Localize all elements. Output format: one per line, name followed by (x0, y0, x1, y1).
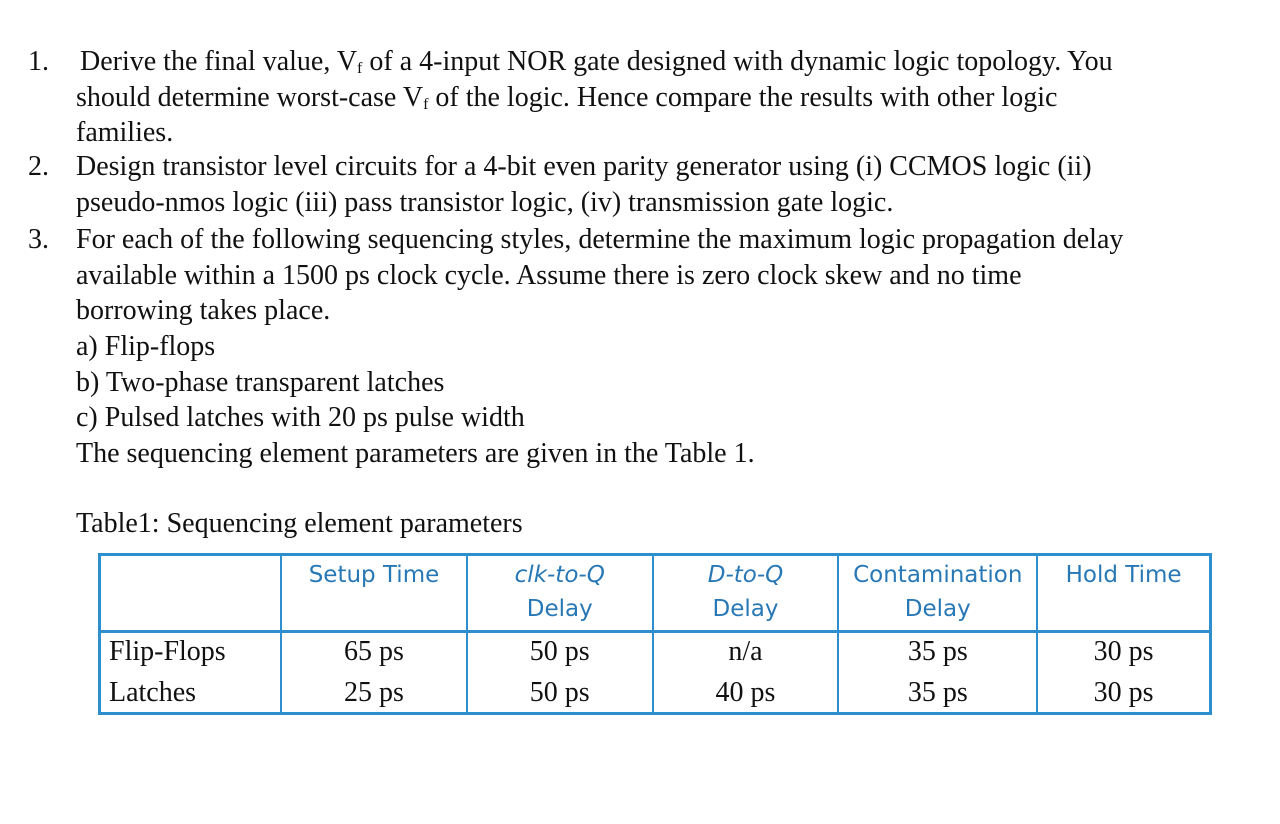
row-label: Latches (109, 677, 197, 708)
header-line: clk-to-Q (514, 562, 605, 588)
header-line: Hold Time (1065, 562, 1182, 588)
d-to-q-cell: n/a (653, 632, 839, 675)
text-segment: Derive the final value, V (80, 46, 358, 77)
text-segment: families. (76, 117, 174, 148)
header-cell-contamination-delay (838, 556, 1037, 632)
question-number: 1. (28, 46, 49, 77)
hold-time-cell: 30 ps (1037, 674, 1209, 715)
text-segment: of the logic. Hence compare the results with other logic (428, 82, 1058, 113)
header-cell-clk-to-q (467, 556, 653, 632)
header-line: Delay (712, 596, 779, 622)
header-cell-setup-time (281, 556, 467, 632)
table-row-latches (101, 674, 1209, 715)
clk-to-q-cell: 50 ps (467, 632, 653, 675)
option-b: b) Two-phase transparent latches (76, 367, 445, 398)
sequencing-table (98, 553, 1212, 715)
question-line: Design transistor level circuits for a 4-bit even parity generator using (i) CCMOS logic (ii) (76, 151, 1092, 182)
contamination-delay-cell: 35 ps (838, 632, 1037, 675)
question-line (76, 115, 173, 150)
text-segment: should determine worst-case V (76, 82, 424, 113)
option-a: a) Flip-flops (76, 331, 216, 362)
question-number: 3. (28, 224, 49, 255)
clk-to-q-cell: 50 ps (467, 674, 653, 715)
d-to-q-cell: 40 ps (653, 674, 839, 715)
row-label: Flip-Flops (109, 636, 226, 667)
header-cell-blank (101, 556, 281, 632)
table-row-flip-flops (101, 632, 1209, 675)
header-cell-d-to-q (653, 556, 839, 632)
question-number: 2. (28, 151, 49, 182)
option-c: c) Pulsed latches with 20 ps pulse width (76, 402, 525, 433)
header-line: Setup Time (308, 562, 440, 588)
subscript: f (357, 60, 363, 77)
header-cell-hold-time (1037, 556, 1209, 632)
table-caption: Table1: Sequencing element parameters (76, 508, 523, 539)
header-line: D-to-Q (707, 562, 784, 588)
setup-time-cell: 65 ps (281, 632, 467, 675)
question-line: pseudo-nmos logic (iii) pass transistor logic, (iv) transmission gate logic. (76, 187, 894, 218)
question-line: available within a 1500 ps clock cycle. Assume there is zero clock skew and no time (76, 260, 1022, 291)
header-line: Contamination (853, 562, 1023, 588)
header-line: Delay (526, 596, 593, 622)
question-line: For each of the following sequencing styles, determine the maximum logic propagation delay (76, 224, 1124, 255)
question-line: borrowing takes place. (76, 295, 331, 326)
subscript: f (423, 96, 429, 113)
header-line: Delay (904, 596, 971, 622)
table-header-row (101, 556, 1209, 632)
contamination-delay-cell: 35 ps (838, 674, 1037, 715)
setup-time-cell: 25 ps (281, 674, 467, 715)
text-segment: of a 4-input NOR gate designed with dynamic logic topology. You (362, 46, 1113, 77)
question-line: The sequencing element parameters are given in the Table 1. (76, 438, 755, 469)
hold-time-cell: 30 ps (1037, 632, 1209, 675)
question-line (76, 80, 1057, 122)
